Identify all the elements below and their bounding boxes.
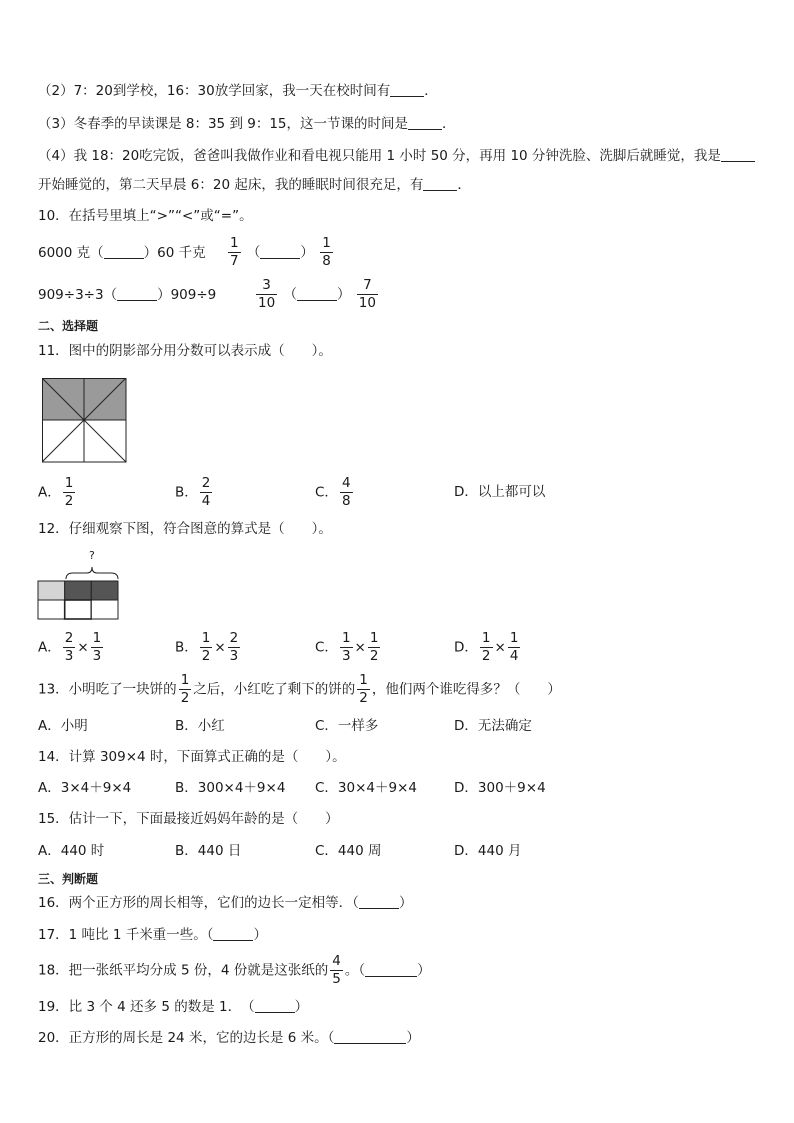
q11-option-c[interactable] <box>315 475 355 510</box>
fraction: $\frac{2}{3}$ <box>229 630 239 664</box>
option-label: C． <box>315 639 338 656</box>
q17 <box>38 926 267 944</box>
q18-text-2: 。（ <box>344 962 366 979</box>
q10-a-left: 6000 克（ <box>38 245 104 261</box>
q9-part4-text-2: 开始睡觉的，第二天早晨 6：20 起床，我的睡眠时间很充足，有 <box>38 177 424 193</box>
question-mark: ? <box>89 549 95 562</box>
answer-blank[interactable] <box>117 300 157 301</box>
paren-close: ） <box>253 927 267 943</box>
period: ． <box>442 116 456 132</box>
fraction: $\frac{1}{7}$ <box>230 235 239 269</box>
brace <box>66 567 118 579</box>
fraction: $\frac{1}{2}$ <box>359 672 368 706</box>
q13-option-d[interactable]: D．无法确定 <box>454 718 532 734</box>
times-sign: × <box>77 639 89 656</box>
option-label: D． <box>454 484 478 500</box>
q10-stem: 10．在括号里填上“>”“<”或“=”。 <box>38 208 253 224</box>
paren-close: ） <box>336 286 351 303</box>
q10-item-d <box>254 277 380 312</box>
period: ． <box>424 83 438 99</box>
dark-shaded-cell <box>65 581 92 600</box>
q9-part4-text: （4）我 18：20吃完饭，爸爸叫我做作业和看电视只能用 1 小时 50 分，再用 10 分钟洗脸、洗脚后就睡觉，我是 <box>38 148 721 164</box>
q19-text: 19．比 3 个 4 还多 5 的数是 1． （ <box>38 999 255 1015</box>
answer-blank[interactable] <box>390 96 424 97</box>
paren-close: ） <box>294 999 309 1015</box>
fraction: $\frac{7}{10}$ <box>358 277 376 311</box>
answer-blank[interactable] <box>359 908 399 909</box>
answer-blank[interactable] <box>423 190 457 191</box>
q11-option-b[interactable] <box>175 475 214 510</box>
q14-option-a[interactable]: A．3×4＋9×4 <box>38 780 132 796</box>
q13-option-b[interactable]: B．小红 <box>175 718 225 734</box>
times-sign: × <box>494 639 506 656</box>
period: ． <box>457 177 471 193</box>
paren-close: ） <box>398 895 413 911</box>
paren-close: ） <box>417 962 431 979</box>
fraction: $\frac{1}{2}$ <box>369 630 379 664</box>
q16 <box>38 894 412 912</box>
answer-blank[interactable] <box>408 129 442 130</box>
q9-part2-text: （2）7：20到学校，16：30放学回家，我一天在校时间有 <box>38 83 391 99</box>
fraction: $\frac{1}{3}$ <box>92 630 102 664</box>
q19 <box>38 998 308 1016</box>
section-heading-judgment: 三、判断题 <box>38 872 99 886</box>
fraction: $\frac{1}{3}$ <box>341 630 351 664</box>
answer-blank[interactable] <box>255 1012 295 1013</box>
answer-blank[interactable] <box>334 1043 406 1044</box>
paren-open: （ <box>283 286 297 303</box>
times-sign: × <box>354 639 366 656</box>
answer-blank[interactable] <box>260 258 300 259</box>
q9-part3-text: （3）冬春季的早读课是 8：35 到 9：15，这一节课的时间是 <box>38 116 408 132</box>
q15-stem: 15．估计一下，下面最接近妈妈年龄的是（ ） <box>38 811 339 827</box>
fraction: $\frac{1}{4}$ <box>509 630 519 664</box>
q14-stem: 14．计算 309×4 时，下面算式正确的是（ ）。 <box>38 749 346 765</box>
section-heading-choice: 二、选择题 <box>38 319 99 333</box>
fraction: $\frac{1}{2}$ <box>481 630 491 664</box>
option-label: C． <box>315 484 338 501</box>
q15-option-b[interactable]: B．440 日 <box>175 843 242 859</box>
q20 <box>38 1029 420 1047</box>
answer-blank[interactable] <box>365 976 417 977</box>
q15-option-d[interactable]: D．440 月 <box>454 843 522 859</box>
q15-option-c[interactable]: C．440 周 <box>315 843 382 859</box>
answer-blank[interactable] <box>721 161 755 162</box>
q11-option-a[interactable] <box>38 475 77 510</box>
dark-shaded-cell <box>91 581 118 600</box>
q18-text: 18．把一张纸平均分成 5 份，4 份就是这张纸的 <box>38 962 329 979</box>
fraction: $\frac{2}{3}$ <box>64 630 74 664</box>
option-label: D． <box>454 639 478 656</box>
q11-option-d[interactable] <box>454 483 545 501</box>
q9-part4-line1 <box>38 147 755 165</box>
q11-stem: 11．图中的阴影部分用分数可以表示成（ ）。 <box>38 343 332 359</box>
q17-text: 17．1 吨比 1 千米重一些。（ <box>38 927 214 943</box>
q16-text: 16．两个正方形的周长相等，它们的边长一定相等．（ <box>38 895 359 911</box>
fraction: $\frac{3}{10}$ <box>258 277 276 311</box>
paren-open: （ <box>246 244 261 261</box>
fraction: $\frac{4}{8}$ <box>341 475 351 509</box>
light-shaded-cell <box>38 581 65 600</box>
fraction: $\frac{1}{2}$ <box>180 672 190 706</box>
q14-option-b[interactable]: B．300×4＋9×4 <box>175 780 286 796</box>
q11-square-figure <box>42 378 128 464</box>
q9-part4-line2 <box>38 176 471 194</box>
q13-option-a[interactable]: A．小明 <box>38 718 88 734</box>
q13-text-3: ，他们两个谁吃得多？（ ） <box>371 681 561 698</box>
q10-item-a <box>38 244 206 262</box>
q10-c-right: ）909÷9 <box>157 287 217 303</box>
answer-blank[interactable] <box>297 300 337 301</box>
q10-a-right: ）60 千克 <box>143 245 206 261</box>
q18 <box>38 953 431 988</box>
answer-blank[interactable] <box>213 940 253 941</box>
q10-item-c <box>38 286 216 304</box>
option-text: 以上都可以 <box>477 484 546 500</box>
q10-item-b <box>226 235 335 270</box>
q13-text-1: 13．小明吃了一块饼的 <box>38 681 177 698</box>
q12-stem: 12．仔细观察下图，符合图意的算式是（ ）。 <box>38 521 332 537</box>
fraction: $\frac{1}{2}$ <box>201 630 211 664</box>
q20-text: 20．正方形的周长是 24 米，它的边长是 6 米。（ <box>38 1030 335 1046</box>
fraction: $\frac{4}{5}$ <box>332 953 341 987</box>
q12-option-d[interactable] <box>454 630 522 665</box>
times-sign: × <box>214 639 226 656</box>
q12-option-b[interactable] <box>175 630 242 665</box>
q9-part2 <box>38 82 438 100</box>
q12-option-a[interactable] <box>38 630 105 665</box>
fraction: $\frac{1}{8}$ <box>322 235 331 269</box>
q12-option-c[interactable] <box>315 630 382 665</box>
fraction: $\frac{2}{4}$ <box>201 475 211 509</box>
q12-strip-figure <box>37 546 123 622</box>
q15-option-a[interactable]: A．440 时 <box>38 843 105 859</box>
answer-blank[interactable] <box>104 258 144 259</box>
q13-stem <box>38 672 561 707</box>
option-label: A． <box>38 639 61 656</box>
q14-option-c[interactable]: C．30×4＋9×4 <box>315 780 417 796</box>
option-label: B． <box>175 639 198 656</box>
q13-option-c[interactable]: C．一样多 <box>315 718 379 734</box>
q9-part3 <box>38 115 456 133</box>
paren-close: ） <box>300 244 314 261</box>
q14-option-d[interactable]: D．300＋9×4 <box>454 780 546 796</box>
q10-c-left: 909÷3÷3（ <box>38 287 118 303</box>
option-label: B． <box>175 484 198 501</box>
option-label: A． <box>38 484 61 501</box>
paren-close: ） <box>406 1030 420 1046</box>
q13-text-2: 之后，小红吃了剩下的饼的 <box>193 681 356 698</box>
fraction: $\frac{1}{2}$ <box>64 475 74 509</box>
